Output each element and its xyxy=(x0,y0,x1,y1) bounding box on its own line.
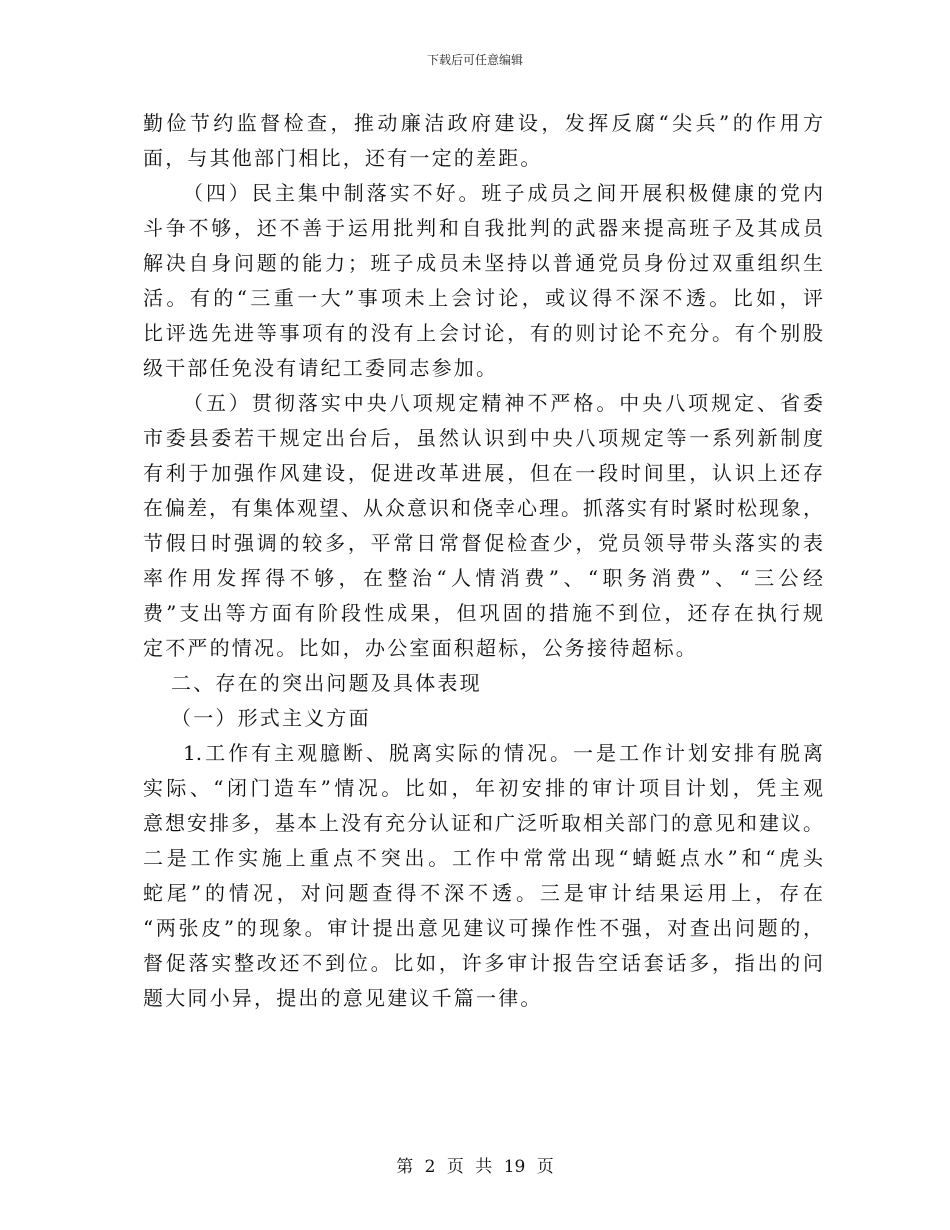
text-line: 实际、“闭门造车”情况。比如，年初安排的审计项目计划，凭主观 xyxy=(143,776,823,800)
text-line: 二是工作实施上重点不突出。工作中常常出现“蜻蜓点水”和“虎头 xyxy=(143,846,823,870)
section-heading: 二、存在的突出问题及具体表现 xyxy=(171,671,482,695)
text-line: （五）贯彻落实中央八项规定精神不严格。中央八项规定、省委 xyxy=(183,391,823,415)
text-line: （四）民主集中制落实不好。班子成员之间开展积极健康的党内 xyxy=(183,181,823,205)
text-line: 级干部任免没有请纪工委同志参加。 xyxy=(143,356,499,380)
text-line: 市委县委若干规定出台后，虽然认识到中央八项规定等一系列新制度 xyxy=(143,426,823,450)
text-line: 有利于加强作风建设，促进改革进展，但在一段时间里，认识上还存 xyxy=(143,461,823,485)
text-line: 蛇尾”的情况，对问题查得不深不透。三是审计结果运用上，存在 xyxy=(143,881,823,905)
text-line: 在偏差，有集体观望、从众意识和侥幸心理。抓落实有时紧时松现象， xyxy=(143,496,823,520)
document-body xyxy=(143,106,823,1016)
text-line: 面，与其他部门相比，还有一定的差距。 xyxy=(143,146,543,170)
text-line: 比评选先进等事项有的没有上会讨论，有的则讨论不充分。有个别股 xyxy=(143,321,823,345)
subsection-heading: （一）形式主义方面 xyxy=(171,706,371,730)
text-line: 率作用发挥得不够，在整治“人情消费”、“职务消费”、“三公经 xyxy=(143,566,823,590)
text-line: 意想安排多，基本上没有充分认证和广泛听取相关部门的意见和建议。 xyxy=(143,811,823,835)
header-note: 下载后可任意编辑 xyxy=(426,53,523,67)
text-line: 督促落实整改还不到位。比如，许多审计报告空话套话多，指出的问 xyxy=(143,951,823,975)
text-line: “两张皮”的现象。审计提出意见建议可操作性不强，对查出问题的， xyxy=(143,916,823,940)
page-number: 第 2 页 共 19 页 xyxy=(396,1157,554,1177)
text-line: 活。有的“三重一大”事项未上会讨论，或议得不深不透。比如，评 xyxy=(143,286,823,310)
text-line: 勤俭节约监督检查，推动廉洁政府建设，发挥反腐“尖兵”的作用方 xyxy=(143,111,823,135)
text-line: 解决自身问题的能力；班子成员未坚持以普通党员身份过双重组织生 xyxy=(143,251,823,275)
page-footer xyxy=(0,1156,950,1178)
page-header xyxy=(0,52,950,68)
text-line: 题大同小异，提出的意见建议千篇一律。 xyxy=(143,986,543,1010)
text-line: 定不严的情况。比如，办公室面积超标，公务接待超标。 xyxy=(143,636,698,660)
text-line: 节假日时强调的较多，平常日常督促检查少，党员领导带头落实的表 xyxy=(143,531,823,555)
text-line: 费”支出等方面有阶段性成果，但巩固的措施不到位，还存在执行规 xyxy=(143,601,823,625)
text-line: 斗争不够，还不善于运用批判和自我批判的武器来提高班子及其成员 xyxy=(143,216,823,240)
text-line: 1.工作有主观臆断、脱离实际的情况。一是工作计划安排有脱离 xyxy=(183,741,823,765)
